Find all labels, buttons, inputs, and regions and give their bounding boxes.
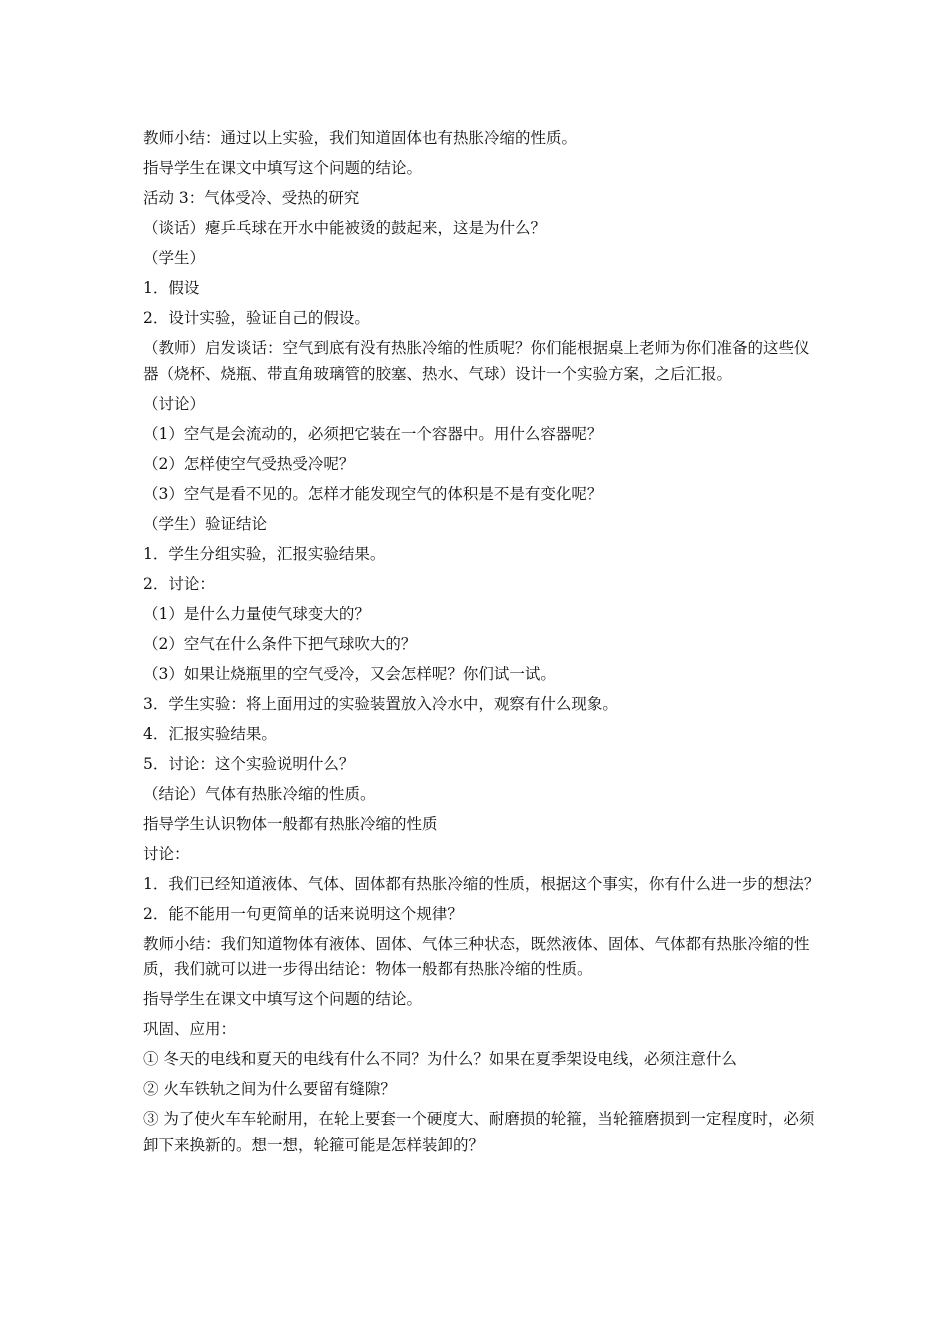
- paragraph: 教师小结：通过以上实验，我们知道固体也有热胀冷缩的性质。: [143, 129, 578, 147]
- list-item: 3．学生实验：将上面用过的实验装置放入冷水中，观察有什么现象。: [143, 694, 618, 713]
- paragraph: （谈话）瘪乒乓球在开水中能被烫的鼓起来，这是为什么？: [143, 219, 547, 237]
- list-item: 2．能不能用一句更简单的话来说明这个规律？: [143, 904, 463, 923]
- list-item: 2．设计实验，验证自己的假设。: [143, 309, 370, 327]
- list-item: （2）空气在什么条件下把气球吹大的？: [143, 634, 417, 653]
- paragraph: 指导学生在课文中填写这个问题的结论。: [143, 159, 423, 177]
- paragraph: 指导学生认识物体一般都有热胀冷缩的性质: [143, 814, 438, 833]
- list-item: ② 火车铁轨之间为什么要留有缝隙？: [143, 1080, 396, 1098]
- section-heading: 活动 3：气体受冷、受热的研究: [143, 189, 360, 207]
- list-item: （1）是什么力量使气球变大的？: [143, 604, 370, 623]
- list-item: 1．我们已经知道液体、气体、固体都有热胀冷缩的性质，根据这个事实，你有什么进一步的想法？: [143, 874, 820, 893]
- list-item: 4．汇报实验结果。: [143, 724, 277, 743]
- paragraph: （学生）验证结论: [143, 514, 268, 533]
- list-item: 1．学生分组实验，汇报实验结果。: [143, 544, 386, 563]
- paragraph: 指导学生在课文中填写这个问题的结论。: [143, 990, 423, 1008]
- list-item: （2）怎样使空气受热受冷呢？: [143, 454, 355, 473]
- paragraph: （结论）气体有热胀冷缩的性质。: [143, 784, 376, 803]
- paragraph: （讨论）: [143, 394, 206, 413]
- paragraph: （教师）启发谈话：空气到底有没有热胀冷缩的性质呢？你们能根据桌上老师为你们准备的这些仪器（烧杯、烧瓶、带直角玻璃管的胶塞、热水、气球）设计一个实验方案，之后汇报。: [143, 339, 810, 383]
- list-item: ① 冬天的电线和夏天的电线有什么不同？为什么？如果在夏季架设电线，必须注意什么: [143, 1050, 737, 1068]
- list-item: （1）空气是会流动的，必须把它装在一个容器中。用什么容器呢？: [143, 424, 603, 443]
- document-body: [143, 126, 823, 1163]
- paragraph: 巩固、应用：: [143, 1020, 237, 1038]
- list-item: （3）空气是看不见的。怎样才能发现空气的体积是不是有变化呢？: [143, 484, 603, 503]
- list-item: 1．假设: [143, 279, 200, 297]
- list-item: 5．讨论：这个实验说明什么？: [143, 754, 355, 773]
- paragraph: 教师小结：我们知道物体有液体、固体、气体三种状态，既然液体、固体、气体都有热胀冷缩的性质，我们就可以进一步得出结论：物体一般都有热胀冷缩的性质。: [143, 934, 810, 978]
- list-item: 2．讨论：: [143, 574, 215, 593]
- list-item: ③ 为了使火车车轮耐用，在轮上要套一个硬度大、耐磨损的轮箍，当轮箍磨损到一定程度时，必须卸下来换新的。想一想，轮箍可能是怎样装卸的？: [143, 1110, 815, 1154]
- paragraph: （学生）: [143, 249, 206, 267]
- list-item: （3）如果让烧瓶里的空气受冷，又会怎样呢？你们试一试。: [143, 664, 556, 683]
- paragraph: 讨论：: [143, 844, 190, 863]
